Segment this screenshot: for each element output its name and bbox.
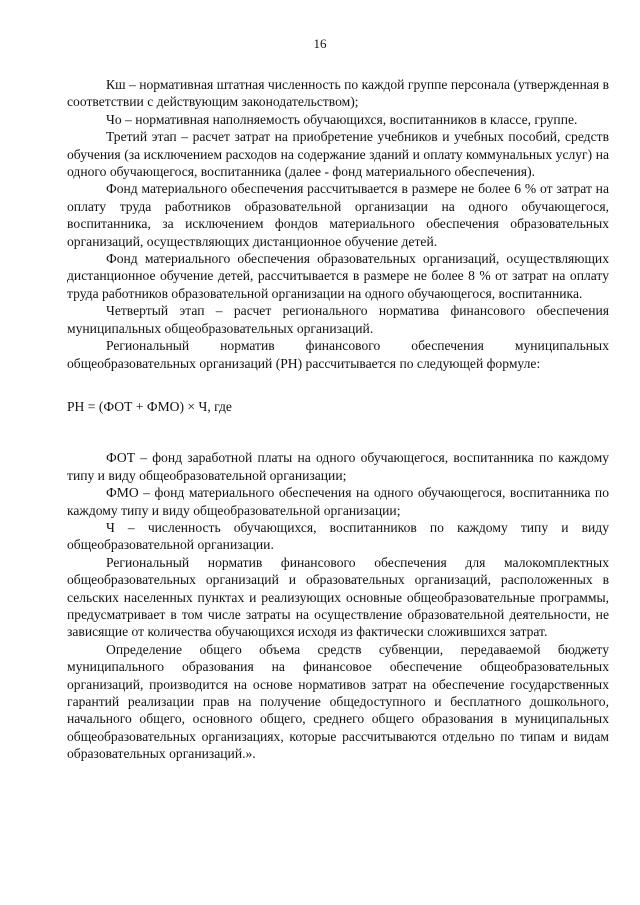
paragraph: ФМО – фонд материального обеспечения на одного обучающегося, воспитанника по каждому типу и виду общеобразовательной организации; <box>67 485 609 518</box>
paragraph: Региональный норматив финансового обеспечения муниципальных общеобразовательных организаций (РН) рассчитывается по следующей формуле: <box>67 338 609 371</box>
paragraph: Ч – численность обучающихся, воспитанников по каждому типу и виду общеобразовательной организации. <box>67 519 609 553</box>
paragraph: Региональный норматив финансового обеспечения для малокомплектных общеобразовательных организаций и образовательных организаций, расположенных в сельских населенных пунктах и реализующих основные общеобразовательные программы, предусматривает в том числе затраты на осуществление образовательной деятельности, не зависящие от количества обучающихся исходя из фактически сложившихся затрат. <box>67 554 609 640</box>
paragraph: Третий этап – расчет затрат на приобретение учебников и учебных пособий, средств обучения (за исключением расходов на содержание зданий и оплату коммунальных услуг) на одного обучающегося, воспитанника (далее - фонд материального обеспечения). <box>67 129 609 180</box>
paragraph: Чо – нормативная наполняемость обучающихся, воспитанников в классе, группе. <box>106 111 578 127</box>
paragraph: Кш – нормативная штатная численность по каждой группе персонала (утвержденная в соответствии с действующим законодательством); <box>67 77 609 110</box>
paragraph: Четвертый этап – расчет регионального норматива финансового обеспечения муниципальных общеобразовательных организаций. <box>67 303 609 336</box>
document-body <box>67 76 609 763</box>
page-number: 16 <box>313 36 327 51</box>
formula: РН = (ФОТ + ФМО) × Ч, где <box>67 398 232 414</box>
paragraph: Фонд материального обеспечения образовательных организаций, осуществляющих дистанционное обучение детей, рассчитывается в размере не более 8 % от затрат на оплату труда работников образовательной организации на одного обучающегося, воспитанника. <box>67 251 609 301</box>
paragraph: Определение общего объема средств субвенции, передаваемой бюджету муниципального образования на финансовое обеспечение общеобразовательных организаций, производится на основе нормативов затрат на обеспечение государственных гарантий реализации прав на получение общедоступного и бесплатного дошкольного, начального общего, основного общего, среднего общего образования в муниципальных общеобразовательных организациях, которые рассчитываются отдельно по типам и видам образовательных организаций.». <box>67 641 609 762</box>
paragraph: Фонд материального обеспечения рассчитывается в размере не более 6 % от затрат на оплату труда работников образовательной организации на одного обучающегося, воспитанника, за исключением фондов материального обеспечения образовательных организаций, осуществляющих дистанционное обучение детей. <box>67 181 609 249</box>
paragraph: ФОТ – фонд заработной платы на одного обучающегося, воспитанника по каждому типу и виду общеобразовательной организации; <box>67 450 609 483</box>
